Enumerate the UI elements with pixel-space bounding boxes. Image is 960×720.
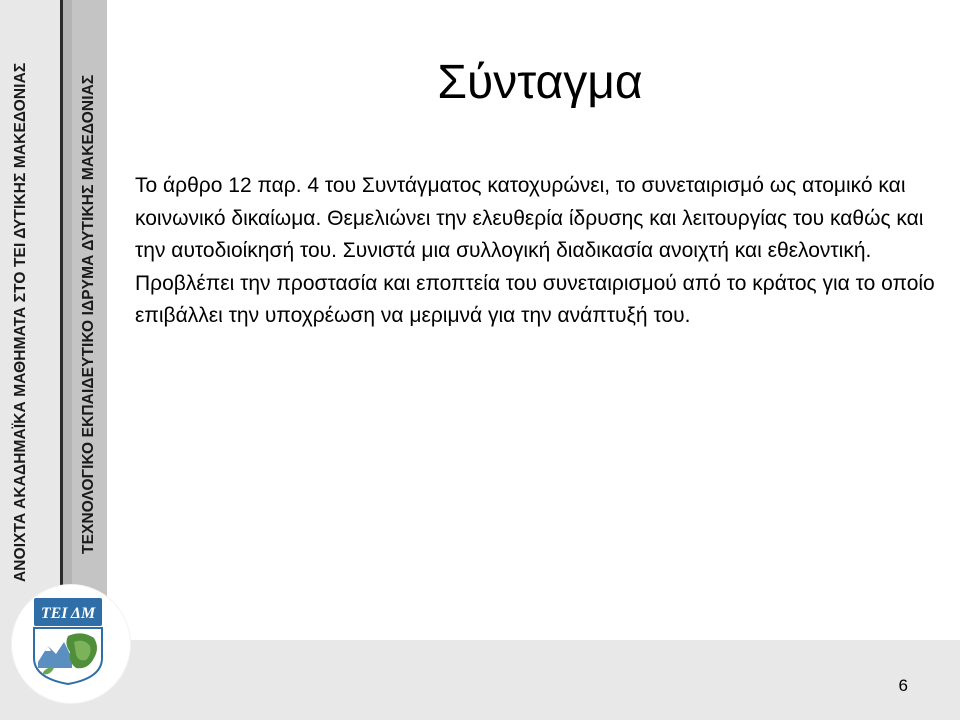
- sidebar-inner-label: ΤΕΧΝΟΛΟΓΙΚΟ ΕΚΠΑΙΔΕΥΤΙΚΟ ΙΔΡΥΜΑ ΔΥΤΙΚΗΣ ΜΑΚΕΔΟΝΙΑΣ: [80, 74, 97, 554]
- sidebar-outer-label: ΑΝΟΙΧΤΑ ΑΚΑΔΗΜΑΪΚΑ ΜΑΘΗΜΑΤΑ ΣΤΟ ΤΕΙ ΔΥΤΙΚΗΣ ΜΑΚΕΔΟΝΙΑΣ: [12, 62, 29, 582]
- bottom-strip: [0, 640, 960, 720]
- logo-text: ΤΕΙ ΔΜ: [40, 605, 96, 622]
- slide-title: Σύνταγμα: [437, 56, 643, 109]
- institution-logo-icon: [28, 596, 108, 686]
- slide-body-text: Το άρθρο 12 παρ. 4 του Συντάγματος κατοχυρώνει, το συνεταιρισμό ως ατομικό και κοινωνικό δικαίωμα. Θεμελιώνει την ελευθερία ίδρυσης και λειτουργίας του καθώς και την αυτοδιοίκησή του. Συνιστά μια συλλογική διαδικασία ανοιχτή και εθελοντική. Προβλέπει την προστασία και εποπτεία του συνεταιρισμού από το κράτος για το οποίο επιβάλλει την υποχρέωση να μεριμνά για την ανάπτυξή του.: [135, 174, 935, 327]
- page-number: 6: [898, 676, 908, 695]
